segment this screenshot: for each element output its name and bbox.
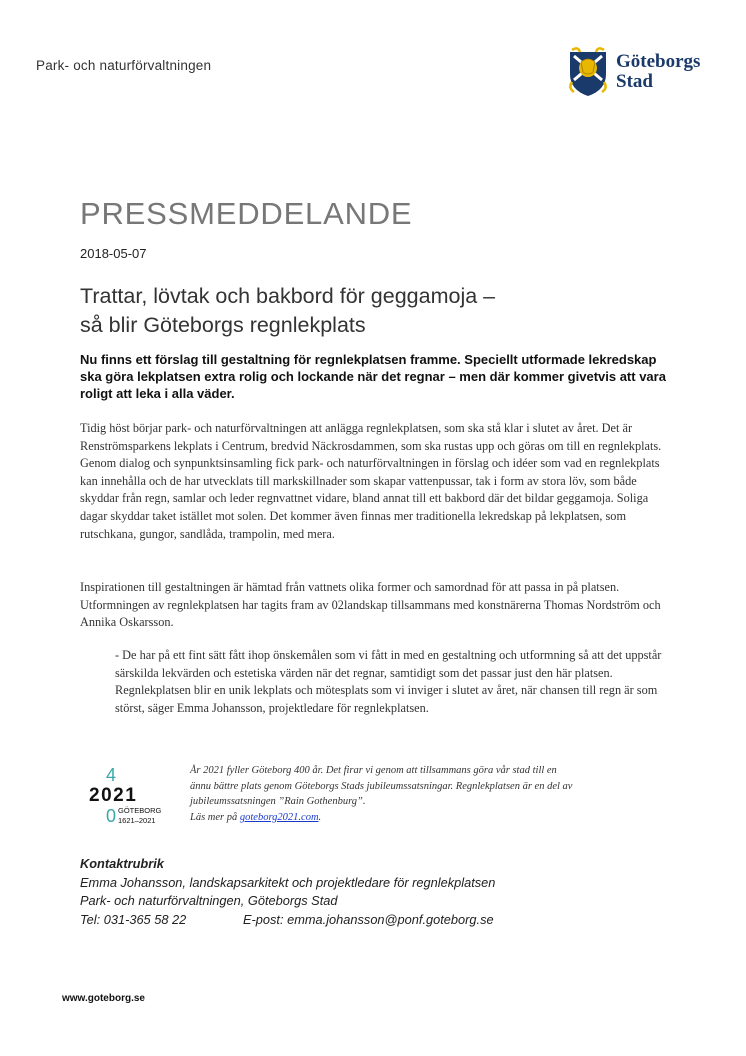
jubilee-note xyxy=(190,763,670,825)
logo-name: Göteborgs xyxy=(616,51,701,72)
coat-of-arms-icon xyxy=(566,46,610,98)
contact-line-1: Emma Johansson, landskapsarkitekt och projektledare för regnlekplatsen xyxy=(80,874,496,890)
contact-phone: Tel: 031-365 58 22 xyxy=(80,911,187,927)
contact-heading: Kontaktrubrik xyxy=(80,856,164,871)
contact-email: E-post: emma.johansson@ponf.goteborg.se xyxy=(243,911,494,927)
jubilee-logo-top: 4 xyxy=(106,765,117,785)
headline-line-1: Trattar, lövtak och bakbord för geggamoja – xyxy=(80,284,496,308)
jubilee-logo-years: 1621–2021 xyxy=(118,816,156,825)
contact-line-2: Park- och naturförvaltningen, Göteborgs Stad xyxy=(80,893,338,908)
jubilee-line-1: År 2021 fyller Göteborg 400 år. Det firar vi genom att tillsammans göra vår stad till en xyxy=(190,765,557,776)
headline-line-2: så blir Göteborgs regnlekplats xyxy=(80,313,366,337)
body-paragraph-1: Tidig höst börjar park- och naturförvaltningen att anlägga regnlekplatsen, som ska stå klar i slutet av året. Det är Renströmsparkens lekplats i Centrum, bredvid Näckrosdammen, som ska rustas upp och göras om till en regnlekplats. Genom dialog och synpunktsinsamling fick park- och naturförvaltningen in förslag och idéer som vad en regnlekplats kan innehålla och de har utvecklats till markskillnader som skapar vattenpussar, tak i form av stora löv, som både skyddar från regn, samlar och leder regnvattnet vidare, bland annat till ett bakbord där det bildar geggamoja. Soliga dagar skyddar taket istället mot solen. Det kommer även finnas mer traditionella lekredskap på lekplatsen, som rutschkana, gungor, sandlåda, trampolin, med mera. xyxy=(80,421,662,541)
headline xyxy=(80,282,680,340)
contact-phone-email xyxy=(80,911,700,930)
jubilee-logo xyxy=(88,764,178,826)
body-paragraph-2: Inspirationen till gestaltningen är hämtad från vattnets olika former och samordnad för att passa in på platsen. Utformningen av regnlekplatsen har tagits fram av 02landskap tillsammans med konstnärerna Thomas Nordström och Annika Oskarsson. xyxy=(80,580,661,630)
goteborg-logo xyxy=(566,46,716,100)
document-date: 2018-05-07 xyxy=(80,246,147,261)
jubilee-logo-year: 2021 xyxy=(89,785,138,806)
jubilee-link[interactable]: goteborg2021.com xyxy=(239,811,319,823)
jubilee-logo-city: GÖTEBORG xyxy=(118,806,162,815)
jubilee-more-prefix: Läs mer på xyxy=(190,811,240,823)
logo-sub: Stad xyxy=(616,71,653,92)
footer-website: www.goteborg.se xyxy=(62,993,145,1004)
jubilee-logo-bottom: 0 xyxy=(106,806,117,826)
department-name: Park- och naturförvaltningen xyxy=(36,58,212,73)
logo-wordmark xyxy=(616,52,700,92)
contact-block xyxy=(80,855,700,929)
lead-paragraph: Nu finns ett förslag till gestaltning för regnlekplatsen framme. Speciellt utformade lekredskap ska göra lekplatsen extra rolig och lockande när det regnar – men där kommer givetvis att vara roligt att leka i alla väder. xyxy=(80,352,666,401)
jubilee-line-3: jubileumssatsningen ”Rain Gothenburg”. xyxy=(190,796,366,808)
jubilee-line-2: ännu bättre plats genom Göteborgs Stads jubileumssatsningar. Regnlekplatsen är en del av xyxy=(190,780,573,792)
document-title: PRESSMEDDELANDE xyxy=(80,196,413,231)
jubilee-more-suffix: . xyxy=(318,811,322,823)
jubilee-more xyxy=(190,810,670,826)
quote-paragraph: - De har på ett fint sätt fått ihop önskemålen som vi fått in med en gestaltning och utformning så att det uppstår särskilda lekvärden och estetiska värden när det regnar, samtidigt som det passar just den här platsen. Regnlekplatsen blir en unik lekplats och mötesplats som vi inviger i slutet av året, när chansen till regn är som störst, säger Emma Johansson, projektledare för regnlekplatsen. xyxy=(115,648,662,715)
